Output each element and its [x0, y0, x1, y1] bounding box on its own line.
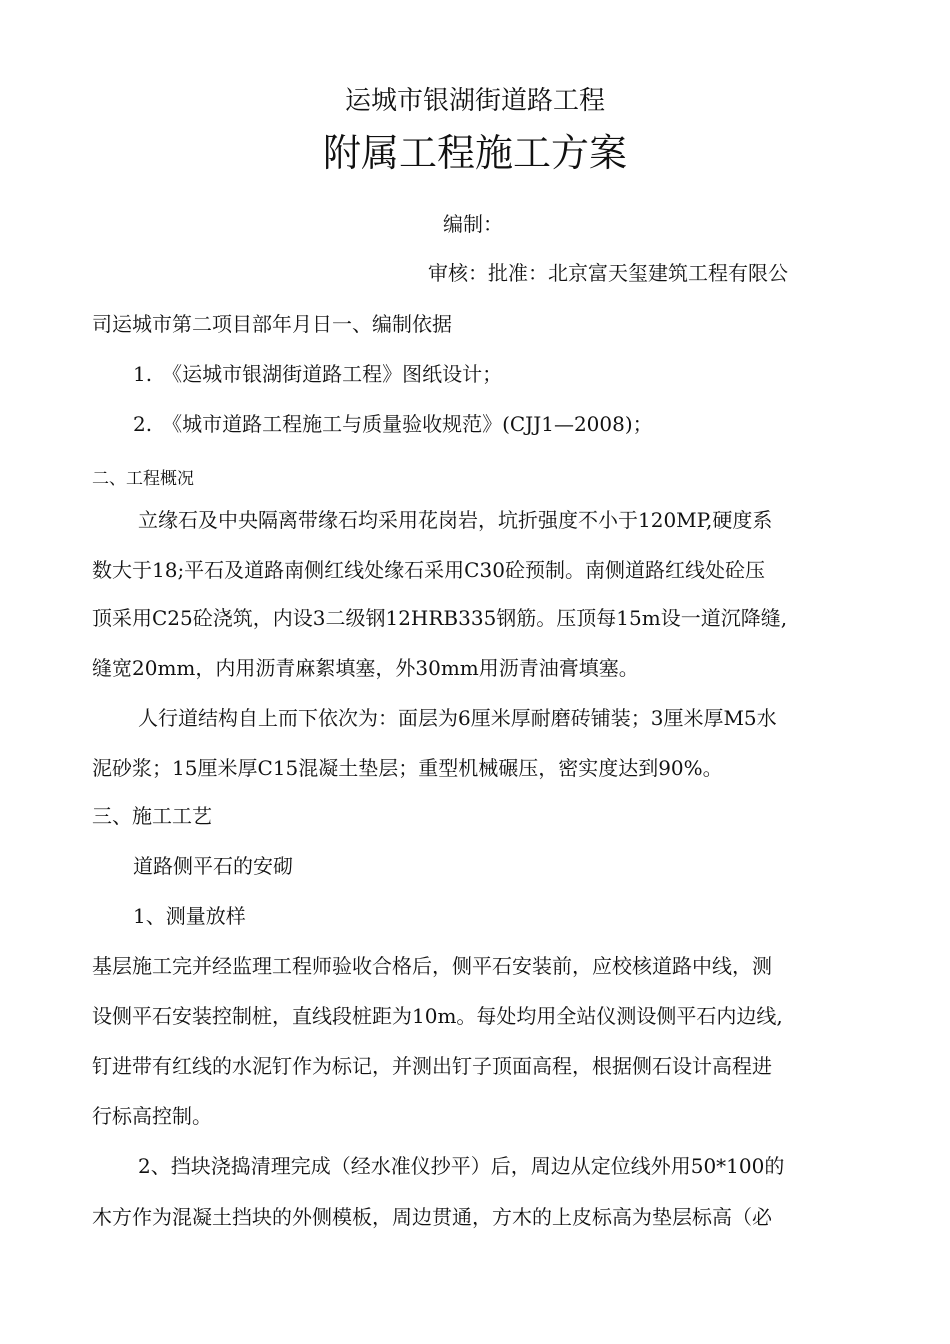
- section-heading-process: 三、施工工艺: [92, 804, 212, 828]
- company-and-basis-heading: 司运城市第二项目部年月日一、编制依据: [92, 312, 452, 336]
- overview-paragraph-1-line-1: 立缘石及中央隔离带缘石均采用花岗岩，坑折强度不小于120MP,硬度系: [138, 508, 773, 532]
- document-title-main: 附属工程施工方案: [322, 131, 627, 175]
- section-heading-overview: 二、工程概况: [92, 469, 194, 489]
- review-approve-line: 审核：批准：北京富天玺建筑工程有限公: [428, 261, 788, 285]
- overview-paragraph-1-line-3: 顶采用C25砼浇筑，内设3二级钢12HRB335钢筋。压顶每15m设一道沉降缝,: [92, 606, 788, 630]
- subsection-heading-curb-laying: 道路侧平石的安砌: [133, 854, 293, 878]
- step-heading-survey: 1、测量放样: [133, 904, 246, 928]
- basis-item-2: 2. 《城市道路工程施工与质量验收规范》(CJJ1—2008)；: [133, 412, 653, 436]
- overview-paragraph-1-line-4: 缝宽20mm，内用沥青麻絮填塞，外30mm用沥青油膏填塞。: [92, 656, 639, 680]
- step2-paragraph-line-2: 木方作为混凝土挡块的外侧模板，周边贯通，方木的上皮标高为垫层标高（必: [92, 1205, 772, 1229]
- basis-item-1: 1. 《运城市银湖街道路工程》图纸设计；: [133, 362, 503, 386]
- document-title-project: 运城市银湖街道路工程: [344, 86, 605, 116]
- overview-paragraph-1-line-2: 数大于18;平石及道路南侧红线处缘石采用C30砼预制。南侧道路红线处砼压: [92, 558, 765, 582]
- step1-paragraph-line-4: 行标高控制。: [92, 1104, 212, 1128]
- step1-paragraph-line-1: 基层施工完并经监理工程师验收合格后，侧平石安装前，应校核道路中线，测: [92, 954, 772, 978]
- compiled-by-label: 编制：: [443, 212, 503, 236]
- overview-paragraph-2-line-1: 人行道结构自上而下依次为：面层为6厘米厚耐磨砖铺装；3厘米厚M5水: [138, 706, 777, 730]
- step1-paragraph-line-2: 设侧平石安装控制桩，直线段桩距为10m。每处均用全站仪测设侧平石内边线,: [92, 1004, 783, 1028]
- overview-paragraph-2-line-2: 泥砂浆；15厘米厚C15混凝土垫层；重型机械碾压，密实度达到90%。: [92, 756, 723, 780]
- step2-paragraph-line-1: 2、挡块浇捣清理完成（经水准仪抄平）后，周边从定位线外用50*100的: [138, 1154, 785, 1178]
- step1-paragraph-line-3: 钉进带有红线的水泥钉作为标记，并测出钉子顶面高程，根据侧石设计高程进: [92, 1054, 772, 1078]
